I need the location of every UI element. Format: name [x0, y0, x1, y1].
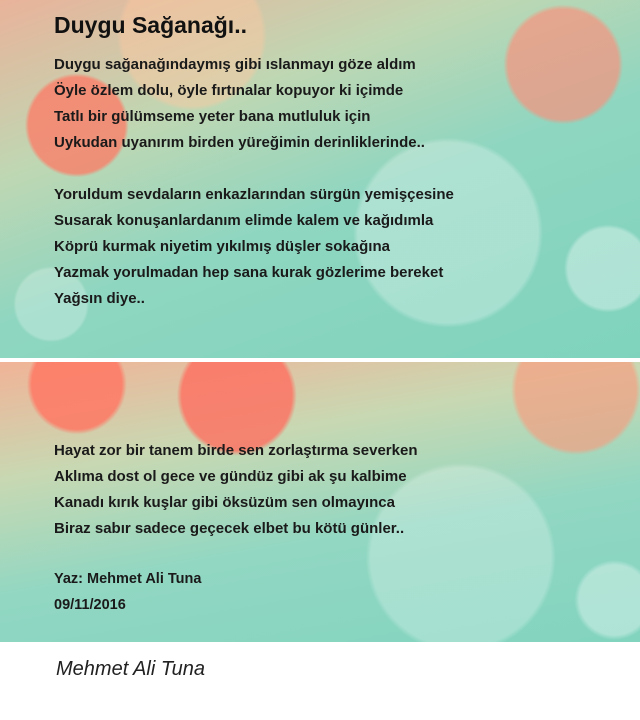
- stanza-3: [54, 438, 417, 542]
- poem-date: 09/11/2016: [54, 597, 126, 613]
- poem-line: Tatlı bir gülümseme yeter bana mutluluk için: [54, 108, 371, 125]
- poem-line: Duygu sağanağındaymış gibi ıslanmayı göze aldım: [54, 56, 416, 73]
- poem-line: Köprü kurmak niyetim yıkılmış düşler sokağına: [54, 238, 390, 255]
- stanza-1: [54, 52, 425, 156]
- poem-title: Duygu Sağanağı..: [54, 12, 247, 38]
- poem-line: Uykudan uyanırım birden yüreğimin derinliklerinde..: [54, 134, 425, 151]
- poem-line: Aklıma dost ol gece ve gündüz gibi ak şu kalbime: [54, 468, 407, 485]
- poem-line: Kanadı kırık kuşlar gibi öksüzüm sen olmayınca: [54, 494, 395, 511]
- author-line: Yaz: Mehmet Ali Tuna: [54, 571, 202, 587]
- poem-line: Yağsın diye..: [54, 290, 145, 307]
- poem-line: Yazmak yorulmadan hep sana kurak gözlerime bereket: [54, 264, 444, 281]
- poem-line: Hayat zor bir tanem birde sen zorlaştırma severken: [54, 442, 418, 459]
- bottom-poem-card: [0, 362, 640, 642]
- poem-line: Susarak konuşanlardanım elimde kalem ve kağıdımla: [54, 212, 434, 229]
- poem-line: Biraz sabır sadece geçecek elbet bu kötü günler..: [54, 520, 405, 537]
- author-signature: Mehmet Ali Tuna: [56, 658, 205, 680]
- poem-meta: [54, 566, 201, 618]
- stanza-2: [54, 182, 454, 312]
- top-poem-card: [0, 0, 640, 358]
- poem-line: Öyle özlem dolu, öyle fırtınalar kopuyor ki içimde: [54, 82, 404, 99]
- poem-line: Yoruldum sevdaların enkazlarından sürgün yemişçesine: [54, 186, 454, 203]
